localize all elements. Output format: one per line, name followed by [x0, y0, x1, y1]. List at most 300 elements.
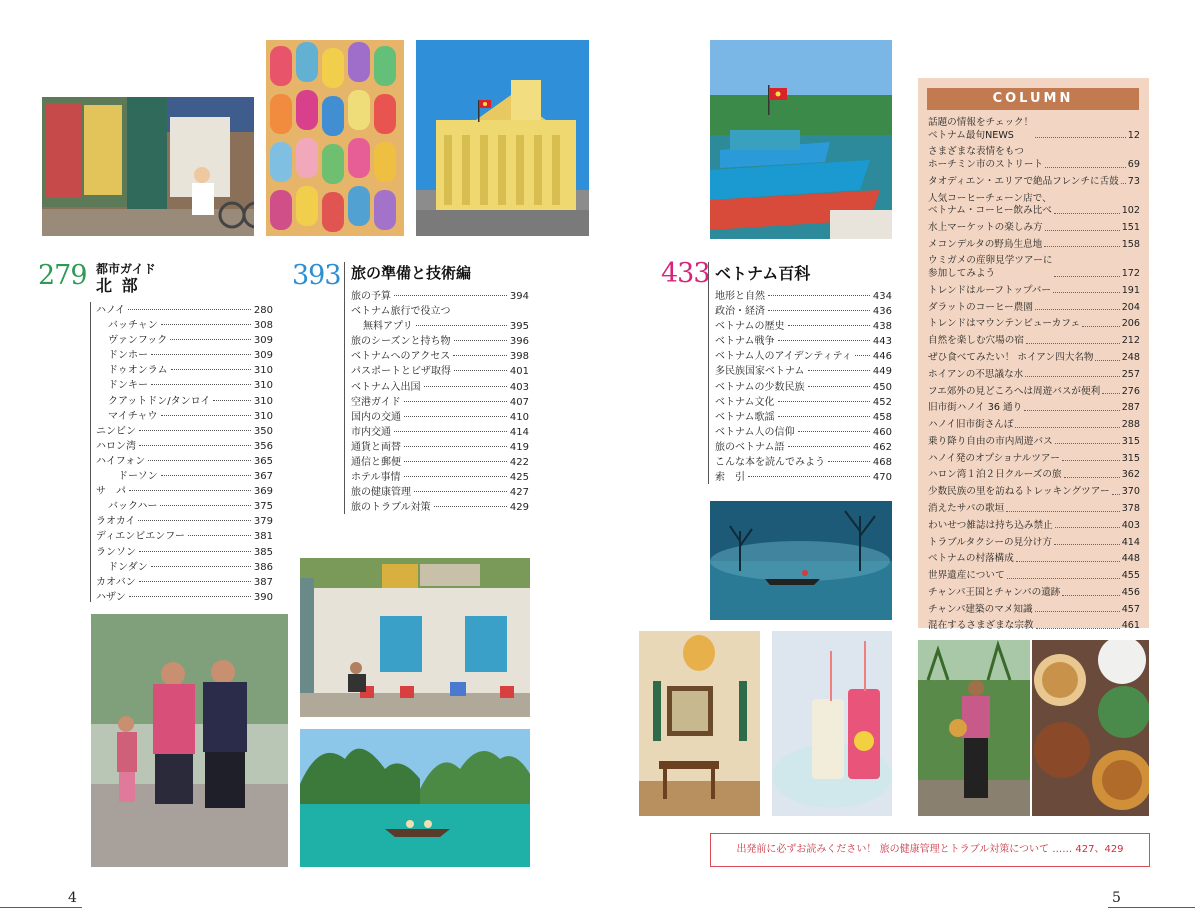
toc-leader-dots	[139, 581, 251, 582]
column-entry	[928, 176, 1140, 193]
photo-minority-women	[91, 614, 288, 867]
toc-leader-dots	[454, 340, 507, 341]
column-entry-label: 消えたサパの歌垣	[928, 503, 1005, 514]
column-entry-label: 話題の情報をチェック！ ベトナム最旬NEWS	[928, 117, 1034, 141]
column-header: COLUMN	[927, 88, 1139, 110]
column-leader-dots	[1035, 309, 1120, 310]
toc-entry-label: ベトナム人のアイデンティティ	[715, 351, 852, 363]
toc-leader-dots	[453, 355, 507, 356]
toc-leader-dots	[161, 475, 251, 476]
toc-entry-page: 369	[253, 486, 273, 498]
column-entry-page: 315	[1121, 435, 1140, 447]
toc-entry-page: 446	[872, 351, 892, 363]
north-section-title	[96, 262, 156, 296]
toc-entry	[96, 469, 273, 484]
toc-entry-page: 350	[253, 425, 273, 437]
column-entry	[928, 386, 1140, 403]
toc-entry-label: 通信と郵便	[351, 457, 401, 469]
toc-leader-dots	[768, 310, 870, 311]
toc-leader-dots	[416, 325, 507, 326]
page-line-right	[1108, 907, 1195, 908]
toc-entry	[96, 424, 273, 439]
toc-entry-label: 市内交通	[351, 426, 391, 438]
column-leader-dots	[1036, 628, 1120, 629]
column-leader-dots	[1016, 561, 1120, 562]
encyclopedia-section-number: 433	[661, 258, 710, 289]
toc-leader-dots	[454, 370, 507, 371]
toc-entry-page: 309	[253, 335, 273, 347]
toc-entry	[96, 575, 273, 590]
column-entry-page: 414	[1121, 536, 1140, 548]
toc-entry	[96, 484, 273, 499]
toc-leader-dots	[778, 340, 870, 341]
column-entry-label: 人気コーヒーチェーン店で、 ベトナム・コーヒー飲み比べ	[928, 192, 1052, 217]
toc-entry	[96, 499, 273, 514]
column-leader-dots	[1045, 230, 1120, 231]
toc-leader-dots	[170, 339, 251, 340]
column-entry-page: 378	[1121, 503, 1140, 514]
toc-entry-page: 470	[872, 472, 892, 484]
column-entry	[928, 553, 1140, 570]
toc-entry	[351, 364, 529, 379]
column-entry-label: ハロン湾１泊２日クルーズの旅	[928, 469, 1062, 481]
column-entry-label: 少数民族の里を訪ねるトレッキングツアー	[928, 486, 1110, 498]
toc-entry-label: ニンビン	[96, 425, 136, 437]
toc-entry-label: ハザン	[96, 591, 126, 603]
column-entry-label: ホイアンの不思議な水	[928, 368, 1024, 380]
column-entry-label: フエ郊外の見どころへは周遊バスが便利	[928, 385, 1101, 397]
toc-entry-page: 310	[253, 410, 273, 422]
column-entry-page: 212	[1121, 335, 1140, 347]
toc-entry-label: ハイフォン	[96, 455, 146, 467]
toc-entry-page: 458	[872, 411, 892, 423]
toc-entry	[351, 304, 529, 319]
toc-entry	[715, 304, 892, 319]
toc-entry-label: 通貨と両替	[351, 441, 401, 453]
column-entry	[928, 318, 1140, 335]
column-leader-dots	[1044, 246, 1119, 247]
toc-leader-dots	[404, 416, 507, 417]
column-entry-page: 403	[1121, 519, 1140, 531]
column-leader-dots	[1055, 527, 1120, 528]
column-entry	[928, 620, 1140, 637]
column-entry	[928, 239, 1140, 256]
toc-leader-dots	[828, 461, 870, 462]
toc-leader-dots	[138, 520, 251, 521]
toc-entry-label: 旅のトラブル対策	[351, 502, 431, 514]
toc-entry-label: ドーソン	[118, 471, 158, 483]
toc-entry	[351, 410, 529, 425]
prep-section-title: 旅の準備と技術編	[351, 264, 472, 282]
toc-entry-label: ベトナム戦争	[715, 336, 775, 348]
toc-entry-label: 旅の健康管理	[351, 487, 411, 499]
column-leader-dots	[1026, 343, 1120, 344]
column-entry-label: トレンドはルーフトップバー	[928, 284, 1051, 296]
column-entry	[928, 520, 1140, 537]
photo-halong-bay	[300, 729, 530, 867]
toc-leader-dots	[161, 324, 251, 325]
toc-leader-dots	[798, 431, 870, 432]
toc-entry	[96, 333, 273, 348]
toc-entry-page: 386	[253, 561, 273, 573]
column-entry-label: さまざまな表情をもつ ホーチミン市のストリート	[928, 146, 1044, 170]
column-entry-page: 151	[1121, 221, 1140, 233]
toc-entry-label: ドンキー	[108, 380, 148, 392]
photo-opera-house	[416, 40, 589, 236]
toc-leader-dots	[778, 401, 870, 402]
column-entry	[928, 285, 1140, 302]
toc-entry-page: 422	[509, 457, 529, 469]
column-leader-dots	[1112, 494, 1120, 495]
photo-restaurant-interior	[639, 631, 760, 816]
column-entry-page: 257	[1121, 368, 1140, 380]
toc-leader-dots	[151, 566, 251, 567]
north-section-number: 279	[38, 260, 87, 291]
column-leader-dots	[1102, 393, 1119, 394]
toc-entry-page: 443	[872, 336, 892, 348]
column-leader-dots	[1055, 443, 1120, 444]
column-entry	[928, 402, 1140, 419]
toc-entry-page: 462	[872, 441, 892, 453]
column-entry-label: 水上マーケットの楽しみ方	[928, 221, 1043, 233]
column-entry-label: ハノイ発のオプショナルツアー	[928, 452, 1060, 464]
page-number-right: 5	[1112, 890, 1121, 906]
toc-entry-page: 410	[509, 411, 529, 423]
column-entry-page: 315	[1121, 452, 1140, 464]
toc-entry	[351, 440, 529, 455]
column-entry	[928, 537, 1140, 554]
column-leader-dots	[1054, 276, 1119, 277]
column-entry-label: トレンドはマウンテンビューカフェ	[928, 318, 1081, 330]
toc-leader-dots	[434, 506, 507, 507]
toc-entry-label: バックハー	[108, 501, 158, 513]
toc-leader-dots	[414, 491, 507, 492]
column-leader-dots	[1015, 427, 1119, 428]
toc-entry-page: 396	[509, 336, 529, 348]
column-entry-label: タオディエン・エリアで絶品フレンチに舌鼓	[928, 175, 1119, 187]
prep-toc-list	[351, 289, 529, 515]
toc-entry	[96, 454, 273, 469]
toc-entry	[351, 485, 529, 500]
toc-entry-label: ドンダン	[108, 561, 148, 573]
toc-entry-label: ドンホー	[108, 350, 148, 362]
column-entry	[928, 453, 1140, 470]
column-entry	[928, 469, 1140, 486]
toc-entry	[351, 455, 529, 470]
column-entry-page: 102	[1121, 205, 1140, 217]
column-entry-label: ウミガメの産卵見学ツアーに 参加してみよう	[928, 255, 1053, 280]
column-entry	[928, 486, 1140, 503]
column-entry-page: 276	[1121, 385, 1140, 397]
column-leader-dots	[1053, 292, 1120, 293]
photo-vietnamese-food	[1032, 640, 1149, 816]
toc-entry-page: 403	[509, 381, 529, 393]
toc-entry-page: 460	[872, 426, 892, 438]
toc-leader-dots	[129, 490, 251, 491]
column-entry-page: 362	[1121, 469, 1140, 481]
toc-entry	[96, 560, 273, 575]
column-entry-page: 455	[1121, 570, 1140, 582]
toc-entry	[715, 289, 892, 304]
column-leader-dots	[1121, 183, 1126, 184]
toc-leader-dots	[808, 386, 870, 387]
toc-entry-page: 398	[509, 351, 529, 363]
toc-entry-page: 381	[253, 531, 273, 543]
column-entry-label: チャンパ王国とチャンパの遺跡	[928, 586, 1061, 598]
toc-entry-page: 310	[253, 365, 273, 377]
toc-entry	[715, 455, 892, 470]
column-entry-label: わいせつ雑誌は持ち込み禁止	[928, 519, 1053, 531]
toc-leader-dots	[213, 400, 251, 401]
toc-entry-label: 索 引	[715, 472, 745, 484]
toc-entry	[351, 319, 529, 334]
column-entry-label: 自然を楽しむ穴場の宿	[928, 335, 1024, 347]
toc-entry	[715, 334, 892, 349]
column-entry	[928, 193, 1140, 222]
toc-entry-page: 394	[509, 291, 529, 302]
column-entry-page: 69	[1127, 158, 1140, 170]
column-entry-page: 73	[1127, 175, 1140, 187]
toc-entry	[351, 349, 529, 364]
column-entry-label: 混在するさまざまな宗教	[928, 620, 1034, 632]
column-entry-page: 448	[1121, 553, 1140, 565]
column-leader-dots	[1007, 578, 1120, 579]
north-toc-list	[96, 303, 273, 605]
toc-entry	[715, 440, 892, 455]
column-entry-label: ぜひ食べてみたい！ ホイアン四大名物	[928, 351, 1094, 363]
column-entry	[928, 352, 1140, 369]
toc-entry-label: 地形と自然	[715, 291, 765, 302]
toc-entry	[351, 395, 529, 410]
toc-entry-label: ラオカイ	[96, 516, 136, 528]
column-leader-dots	[1035, 611, 1120, 612]
toc-entry-label: ベトナム人の信仰	[715, 426, 795, 438]
toc-entry-page: 310	[253, 380, 273, 392]
toc-entry-label: ベトナム旅行で役立つ	[351, 306, 451, 318]
toc-entry-label: 旅のベトナム語	[715, 441, 785, 453]
north-rule	[90, 302, 91, 602]
prep-rule	[344, 262, 345, 514]
toc-entry-page: 419	[509, 441, 529, 453]
column-entry-label: 旧市街ハノイ 36 通り	[928, 402, 1023, 414]
toc-entry-label: 多民族国家ベトナム	[715, 366, 805, 378]
toc-entry	[96, 348, 273, 363]
toc-entry	[715, 349, 892, 364]
toc-leader-dots	[160, 505, 251, 506]
toc-entry-label: ベトナム文化	[715, 396, 775, 408]
toc-entry-label: ベトナムの歴史	[715, 321, 785, 333]
column-entry-page: 456	[1121, 586, 1140, 598]
toc-entry-label: カオバン	[96, 576, 136, 588]
toc-entry	[351, 425, 529, 440]
toc-entry	[96, 394, 273, 409]
column-entry	[928, 222, 1140, 239]
column-leader-dots	[1054, 213, 1120, 214]
toc-entry-label: サ パ	[96, 486, 126, 498]
column-entry-page: 158	[1121, 238, 1140, 250]
encyclopedia-toc-list	[715, 289, 892, 485]
toc-entry-page: 385	[253, 546, 273, 558]
toc-leader-dots	[129, 596, 251, 597]
toc-entry	[351, 289, 529, 304]
toc-entry-page: 367	[253, 471, 273, 483]
toc-entry	[715, 380, 892, 395]
column-leader-dots	[1006, 511, 1120, 512]
toc-leader-dots	[139, 430, 251, 431]
column-entry-label: ハノイ旧市街さんぽ	[928, 419, 1014, 431]
column-leader-dots	[1082, 326, 1120, 327]
toc-leader-dots	[788, 446, 870, 447]
toc-entry-label: クアットドン/タンロイ	[108, 395, 211, 407]
column-leader-dots	[1035, 137, 1126, 138]
toc-leader-dots	[151, 384, 251, 385]
column-entry-label: 世界遺産について	[928, 570, 1005, 582]
column-entry-page: 461	[1121, 620, 1140, 632]
column-leader-dots	[1045, 167, 1126, 168]
toc-entry-page: 395	[509, 321, 529, 333]
toc-entry-page: 379	[253, 516, 273, 528]
toc-entry	[715, 364, 892, 379]
column-entry	[928, 255, 1140, 284]
toc-leader-dots	[404, 446, 507, 447]
toc-leader-dots	[188, 535, 251, 536]
photo-sandals	[266, 40, 404, 236]
toc-entry-label: ハロン湾	[96, 440, 136, 452]
toc-entry-label: ドゥオンラム	[108, 365, 168, 377]
column-entry	[928, 302, 1140, 319]
north-section-heading: 北 部	[96, 276, 140, 296]
toc-entry-page: 356	[253, 440, 273, 452]
column-entry-label: チャンパ建築のマメ知識	[928, 603, 1033, 615]
toc-entry-page: 436	[872, 306, 892, 318]
toc-entry-page: 365	[253, 455, 273, 467]
column-entry	[928, 335, 1140, 352]
column-entry	[928, 146, 1140, 175]
toc-leader-dots	[748, 476, 870, 477]
column-leader-dots	[1062, 460, 1120, 461]
toc-entry-page: 429	[509, 502, 529, 514]
column-entry	[928, 117, 1140, 146]
toc-entry-page: 401	[509, 366, 529, 378]
column-entry	[928, 587, 1140, 604]
photo-hoian-boats	[710, 40, 892, 239]
north-section-subtitle: 都市ガイド	[96, 262, 156, 276]
toc-entry-page: 390	[253, 591, 273, 603]
toc-entry-page: 434	[872, 291, 892, 302]
column-entry	[928, 503, 1140, 520]
column-entry-page: 12	[1127, 129, 1140, 141]
column-entry	[928, 604, 1140, 621]
toc-entry-label: ホテル事情	[351, 472, 401, 484]
toc-entry-label: ランソン	[96, 546, 136, 558]
toc-entry-label: ベトナム歌謡	[715, 411, 775, 423]
toc-entry-label: ベトナム入出国	[351, 381, 421, 393]
column-entry-page: 248	[1121, 351, 1140, 363]
toc-leader-dots	[128, 309, 251, 310]
toc-entry-page: 452	[872, 396, 892, 408]
photo-fruit-drinks	[772, 631, 892, 816]
toc-entry-label: ハノイ	[96, 305, 126, 316]
page-line-left	[0, 907, 82, 908]
toc-leader-dots	[404, 476, 507, 477]
encyclopedia-section-title: ベトナム百科	[715, 264, 811, 283]
toc-entry-page: 308	[253, 320, 273, 332]
toc-entry	[715, 425, 892, 440]
toc-leader-dots	[855, 355, 870, 356]
prep-section-number: 393	[292, 260, 341, 291]
toc-entry-page: 427	[509, 487, 529, 499]
toc-entry-page: 449	[872, 366, 892, 378]
toc-entry-label: ベトナムへのアクセス	[351, 351, 451, 363]
toc-leader-dots	[148, 460, 251, 461]
toc-leader-dots	[161, 415, 251, 416]
toc-entry-label: 旅の予算	[351, 291, 391, 302]
toc-entry-label: 無料アプリ	[363, 321, 413, 333]
toc-entry-label: 旅のシーズンと持ち物	[351, 336, 451, 348]
toc-leader-dots	[139, 551, 251, 552]
toc-leader-dots	[778, 416, 870, 417]
column-entry-page: 288	[1121, 419, 1140, 431]
toc-leader-dots	[151, 354, 251, 355]
column-entry-label: トラブルタクシーの見分け方	[928, 536, 1052, 548]
toc-entry	[351, 470, 529, 485]
toc-entry-page: 425	[509, 472, 529, 484]
toc-entry	[96, 378, 273, 393]
toc-entry-page: 375	[253, 501, 273, 513]
toc-entry-label: 政治・経済	[715, 306, 765, 318]
toc-entry	[351, 500, 529, 515]
toc-entry	[96, 514, 273, 529]
column-leader-dots	[1064, 477, 1120, 478]
toc-entry	[96, 363, 273, 378]
toc-leader-dots	[424, 386, 507, 387]
toc-leader-dots	[139, 445, 251, 446]
column-entry-label: ベトナムの村落構成	[928, 553, 1014, 565]
notice-box: 出発前に必ずお読みください！ 旅の健康管理とトラブル対策について …… 427、429	[710, 833, 1150, 867]
column-leader-dots	[1062, 595, 1119, 596]
column-entry-label: 乗り降り自由の市内周遊バス	[928, 435, 1053, 447]
photo-cafe-street	[300, 558, 530, 717]
column-entry-page: 204	[1121, 301, 1140, 313]
toc-entry-label: パスポートとビザ取得	[351, 366, 451, 378]
toc-entry	[715, 410, 892, 425]
toc-entry-label: ヴァンフック	[108, 335, 168, 347]
encyclopedia-rule	[708, 262, 709, 484]
toc-entry	[96, 590, 273, 605]
toc-entry-page: 438	[872, 321, 892, 333]
column-entry	[928, 570, 1140, 587]
toc-entry-page: 450	[872, 381, 892, 393]
toc-leader-dots	[768, 295, 870, 296]
toc-leader-dots	[394, 431, 507, 432]
toc-entry-page: 414	[509, 426, 529, 438]
toc-entry-page: 309	[253, 350, 273, 362]
column-entry-page: 370	[1121, 486, 1140, 498]
column-leader-dots	[1025, 376, 1119, 377]
column-entry	[928, 369, 1140, 386]
toc-entry-label: こんな本を読んでみよう	[715, 457, 825, 469]
column-entry-page: 172	[1121, 268, 1140, 280]
photo-woman-garden	[918, 640, 1030, 816]
toc-entry	[96, 303, 273, 318]
toc-entry	[715, 470, 892, 485]
toc-leader-dots	[171, 369, 251, 370]
toc-entry-label: ベトナムの少数民族	[715, 381, 805, 393]
toc-entry-page: 407	[509, 396, 529, 408]
column-entry-label: メコンデルタの野鳥生息地	[928, 238, 1043, 250]
toc-leader-dots	[808, 370, 870, 371]
column-leader-dots	[1024, 410, 1119, 411]
